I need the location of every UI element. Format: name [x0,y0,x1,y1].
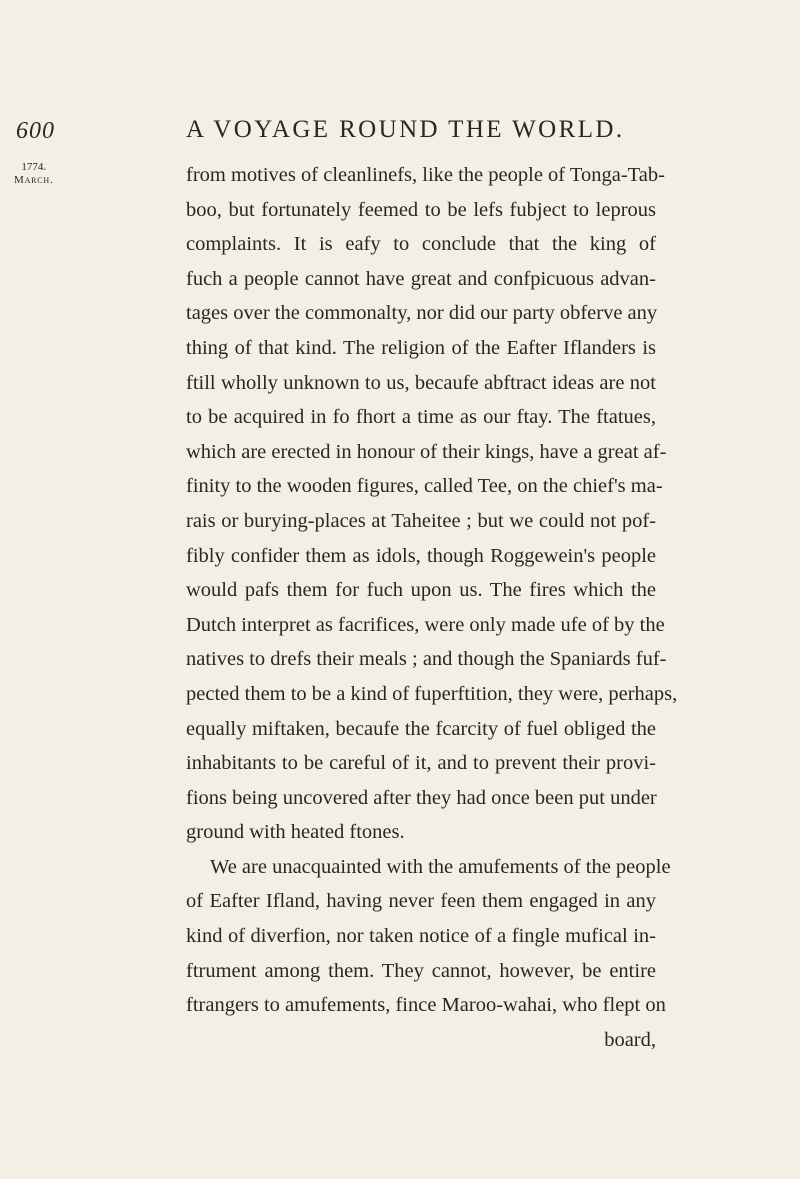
text-line: ftill wholly unknown to us, becaufe abftract ideas are not [186,371,656,394]
text-line: tages over the commonalty, nor did our party obferve any [186,302,658,325]
text-line: equally miftaken, becaufe the fcarcity of fuel obliged the [186,717,656,740]
text-line: finity to the wooden figures, called Tee, on the chief's ma- [186,475,663,498]
catchword: board, [604,1028,656,1051]
text-line: fibly confider them as idols, though Roggewein's people [186,544,656,567]
paragraph-start-line: We are unacquainted with the amufements of the people [210,855,671,878]
text-line: fions being uncovered after they had once been put under [186,786,657,809]
text-line: pected them to be a kind of fuperftition, they were, perhaps, [186,682,678,705]
text-line: inhabitants to be careful of it, and to prevent their provi- [186,752,656,775]
text-line: rais or burying-places at Taheitee ; but we could not pof- [186,509,656,532]
text-line: to be acquired in fo fhort a time as our ftay. The ftatues, [186,406,656,429]
text-line: of Eafter Ifland, having never feen them engaged in any [186,890,656,913]
text-line: thing of that kind. The religion of the Eafter Iflanders is [186,336,656,359]
margin-note [14,161,54,187]
text-line: kind of diverfion, nor taken notice of a fingle mufical in- [186,925,656,948]
body-text [186,158,678,1057]
text-line: from motives of cleanlinefs, like the people of Tonga-Tab- [186,164,665,186]
running-title: A VOYAGE ROUND THE WORLD. [186,116,625,143]
text-line: ftrument among them. They cannot, however, be entire [186,959,656,982]
text-line: complaints. It is eafy to conclude that the king of [186,233,656,256]
text-line: would pafs them for fuch upon us. The fires which the [186,579,656,602]
text-line: Dutch interpret as facrifices, were only made ufe of by the [186,613,665,636]
margin-note-month: March. [14,174,54,186]
text-line: boo, but fortunately feemed to be lefs fubject to leprous [186,198,656,221]
text-line: natives to drefs their meals ; and though the Spaniards fuf- [186,648,667,671]
margin-note-year: 1774. [21,161,47,173]
text-line: which are erected in honour of their kings, have a great af- [186,440,667,463]
text-line: ftrangers to amufements, fince Maroo-wahai, who flept on [186,994,666,1017]
page-number: 600 [16,118,55,144]
paragraph-end-line: ground with heated ftones. [186,821,405,844]
text-line: fuch a people cannot have great and confpicuous advan- [186,267,656,290]
